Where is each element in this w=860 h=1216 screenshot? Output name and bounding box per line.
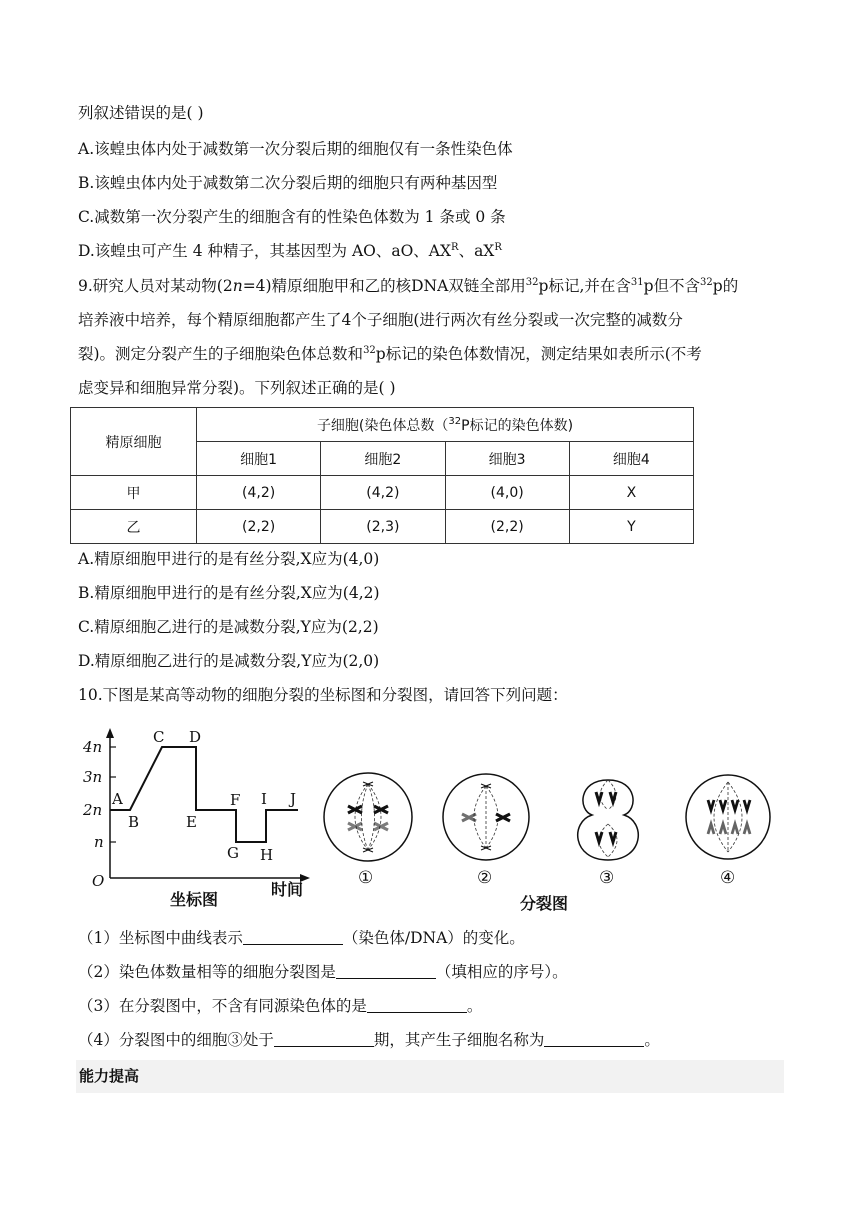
q9-result-table bbox=[70, 407, 694, 544]
q10-sub-4-a: （4）分裂图中的细胞③处于 bbox=[78, 1031, 274, 1049]
q10-sub-4-b: 期，其产生子细胞名称为 bbox=[373, 1031, 545, 1049]
q8-option-d bbox=[78, 241, 502, 261]
q8-option-b: B.该蝗虫体内处于减数第二次分裂后期的细胞只有两种基因型 bbox=[78, 174, 498, 192]
q8-option-d-mid: 、aX bbox=[458, 242, 495, 260]
y-tick-3n: 3n bbox=[83, 768, 103, 786]
q10-sub-2-a: （2）染色体数量相等的细胞分裂图是 bbox=[78, 963, 336, 981]
answer-blank[interactable] bbox=[367, 996, 467, 1013]
graph-caption: 坐标图 bbox=[170, 890, 219, 909]
answer-blank[interactable] bbox=[336, 962, 436, 979]
point-label-a: A bbox=[112, 790, 123, 808]
q8-option-d-text: D.该蝗虫可产生 4 种精子，其基因型为 AO、aO、AX bbox=[78, 242, 452, 260]
q9-stem-line4: 虑变异和细胞异常分裂)。下列叙述正确的是( ) bbox=[78, 379, 396, 397]
q10-sub-2-b: （填相应的序号）。 bbox=[435, 963, 568, 981]
point-label-i: I bbox=[261, 790, 267, 808]
q10-stem: 10.下图是某高等动物的细胞分裂的坐标图和分裂图，请回答下列问题： bbox=[78, 686, 568, 704]
q8-option-c: C.减数第一次分裂产生的细胞含有的性染色体数为 1 条或 0 条 bbox=[78, 208, 506, 226]
cells-caption: 分裂图 bbox=[520, 894, 569, 913]
table-col-header: 细胞2 bbox=[321, 442, 445, 476]
q9-sup32-c: 32 bbox=[363, 345, 376, 356]
q9-l1a: 9.研究人员对某动物(2 bbox=[78, 277, 233, 295]
q9-l1c: p标记,并在含 bbox=[538, 277, 631, 295]
q10-sub-2 bbox=[78, 962, 568, 982]
q10-figure bbox=[80, 720, 780, 915]
q9-l1n: n bbox=[232, 277, 243, 295]
q8-option-d-sup1: R bbox=[451, 242, 459, 253]
table-cell: (2,2) bbox=[445, 510, 569, 544]
table-group-header bbox=[197, 408, 694, 442]
cell-3-label: ③ bbox=[599, 868, 615, 888]
table-row-label: 甲 bbox=[71, 476, 197, 510]
q9-l3b: p标记的染色体数情况，测定结果如表所示(不考 bbox=[375, 345, 702, 363]
point-label-f: F bbox=[230, 791, 241, 809]
q9-option-a: A.精原细胞甲进行的是有丝分裂,X应为(4,0) bbox=[78, 550, 380, 568]
table-col-header: 细胞4 bbox=[569, 442, 693, 476]
q10-sub-1-a: （1）坐标图中曲线表示 bbox=[78, 929, 243, 947]
graph-axes bbox=[110, 734, 304, 878]
section-heading: 能力提高 bbox=[76, 1060, 784, 1093]
answer-blank[interactable] bbox=[544, 1030, 644, 1047]
q10-sub-3-a: （3）在分裂图中，不含有同源染色体的是 bbox=[78, 997, 367, 1015]
table-group-b: P标记的染色体数) bbox=[461, 417, 574, 434]
q9-sup32-a: 32 bbox=[525, 277, 539, 288]
cell-2-label: ② bbox=[477, 868, 493, 888]
y-tick-4n: 4n bbox=[83, 738, 103, 756]
cell-3-diagram bbox=[578, 780, 639, 860]
table-row-label: 乙 bbox=[71, 510, 197, 544]
q9-stem-line3 bbox=[78, 344, 702, 364]
y-axis-arrow bbox=[106, 728, 114, 738]
table-cell: (2,3) bbox=[321, 510, 445, 544]
q10-sub-3-b: 。 bbox=[466, 997, 483, 1015]
table-cell: X bbox=[569, 476, 693, 510]
table-col-header: 细胞3 bbox=[445, 442, 569, 476]
q9-option-d: D.精原细胞乙进行的是减数分裂,Y应为(2,0) bbox=[78, 652, 380, 670]
x-axis-label: 时间 bbox=[271, 880, 304, 899]
q9-l1d: p但不含 bbox=[643, 277, 701, 295]
point-label-b: B bbox=[128, 813, 140, 831]
table-cell: (2,2) bbox=[197, 510, 321, 544]
table-cell: (4,0) bbox=[445, 476, 569, 510]
y-tick-2n: 2n bbox=[83, 801, 103, 819]
table-col-header: 细胞1 bbox=[197, 442, 321, 476]
table-row bbox=[71, 510, 694, 544]
point-label-d: D bbox=[189, 728, 202, 746]
cell-1-diagram bbox=[324, 773, 412, 861]
table-group-a: 子细胞(染色体总数（ bbox=[316, 417, 449, 434]
q9-sup31: 31 bbox=[630, 277, 644, 288]
q9-l1e: p的 bbox=[712, 277, 739, 295]
cell-4-label: ④ bbox=[720, 868, 736, 888]
y-tick-n: n bbox=[94, 833, 104, 851]
q9-option-b: B.精原细胞甲进行的是有丝分裂,X应为(4,2) bbox=[78, 584, 380, 602]
answer-blank[interactable] bbox=[243, 928, 343, 945]
table-row-header: 精原细胞 bbox=[71, 408, 197, 476]
point-label-g: G bbox=[227, 844, 239, 862]
q10-sub-3 bbox=[78, 996, 482, 1016]
cell-1-label: ① bbox=[358, 868, 374, 888]
q10-sub-4-c: 。 bbox=[644, 1031, 660, 1049]
q9-sup32-b: 32 bbox=[700, 277, 713, 288]
table-group-sup: 32 bbox=[448, 415, 462, 427]
q9-option-c: C.精原细胞乙进行的是减数分裂,Y应为(2,2) bbox=[78, 618, 379, 636]
q10-sub-4 bbox=[78, 1030, 660, 1050]
point-label-h: H bbox=[260, 846, 274, 864]
q9-l3a: 裂)。测定分裂产生的子细胞染色体总数和 bbox=[78, 345, 364, 363]
q10-sub-1 bbox=[78, 928, 525, 948]
origin-label: O bbox=[92, 872, 105, 890]
q8-stem-tail: 列叙述错误的是( ) bbox=[78, 104, 204, 122]
table-cell: (4,2) bbox=[197, 476, 321, 510]
q8-option-d-sup2: R bbox=[494, 242, 502, 253]
point-label-c: C bbox=[153, 728, 165, 746]
q9-stem-line1 bbox=[78, 276, 738, 296]
table-cell: (4,2) bbox=[321, 476, 445, 510]
q8-option-a: A.该蝗虫体内处于减数第一次分裂后期的细胞仅有一条性染色体 bbox=[78, 140, 513, 158]
q10-sub-1-b: （染色体/DNA）的变化。 bbox=[342, 929, 525, 947]
q9-l1b: =4)精原细胞甲和乙的核DNA双链全部用 bbox=[242, 277, 526, 295]
cell-2-diagram bbox=[443, 774, 529, 860]
point-label-e: E bbox=[186, 813, 197, 831]
q9-stem-line2: 培养液中培养，每个精原细胞都产生了4个子细胞(进行两次有丝分裂或一次完整的减数分 bbox=[78, 311, 683, 329]
answer-blank[interactable] bbox=[274, 1030, 374, 1047]
table-row bbox=[71, 476, 694, 510]
point-label-j: J bbox=[290, 790, 297, 808]
table-cell: Y bbox=[569, 510, 693, 544]
cell-4-diagram bbox=[686, 775, 770, 859]
